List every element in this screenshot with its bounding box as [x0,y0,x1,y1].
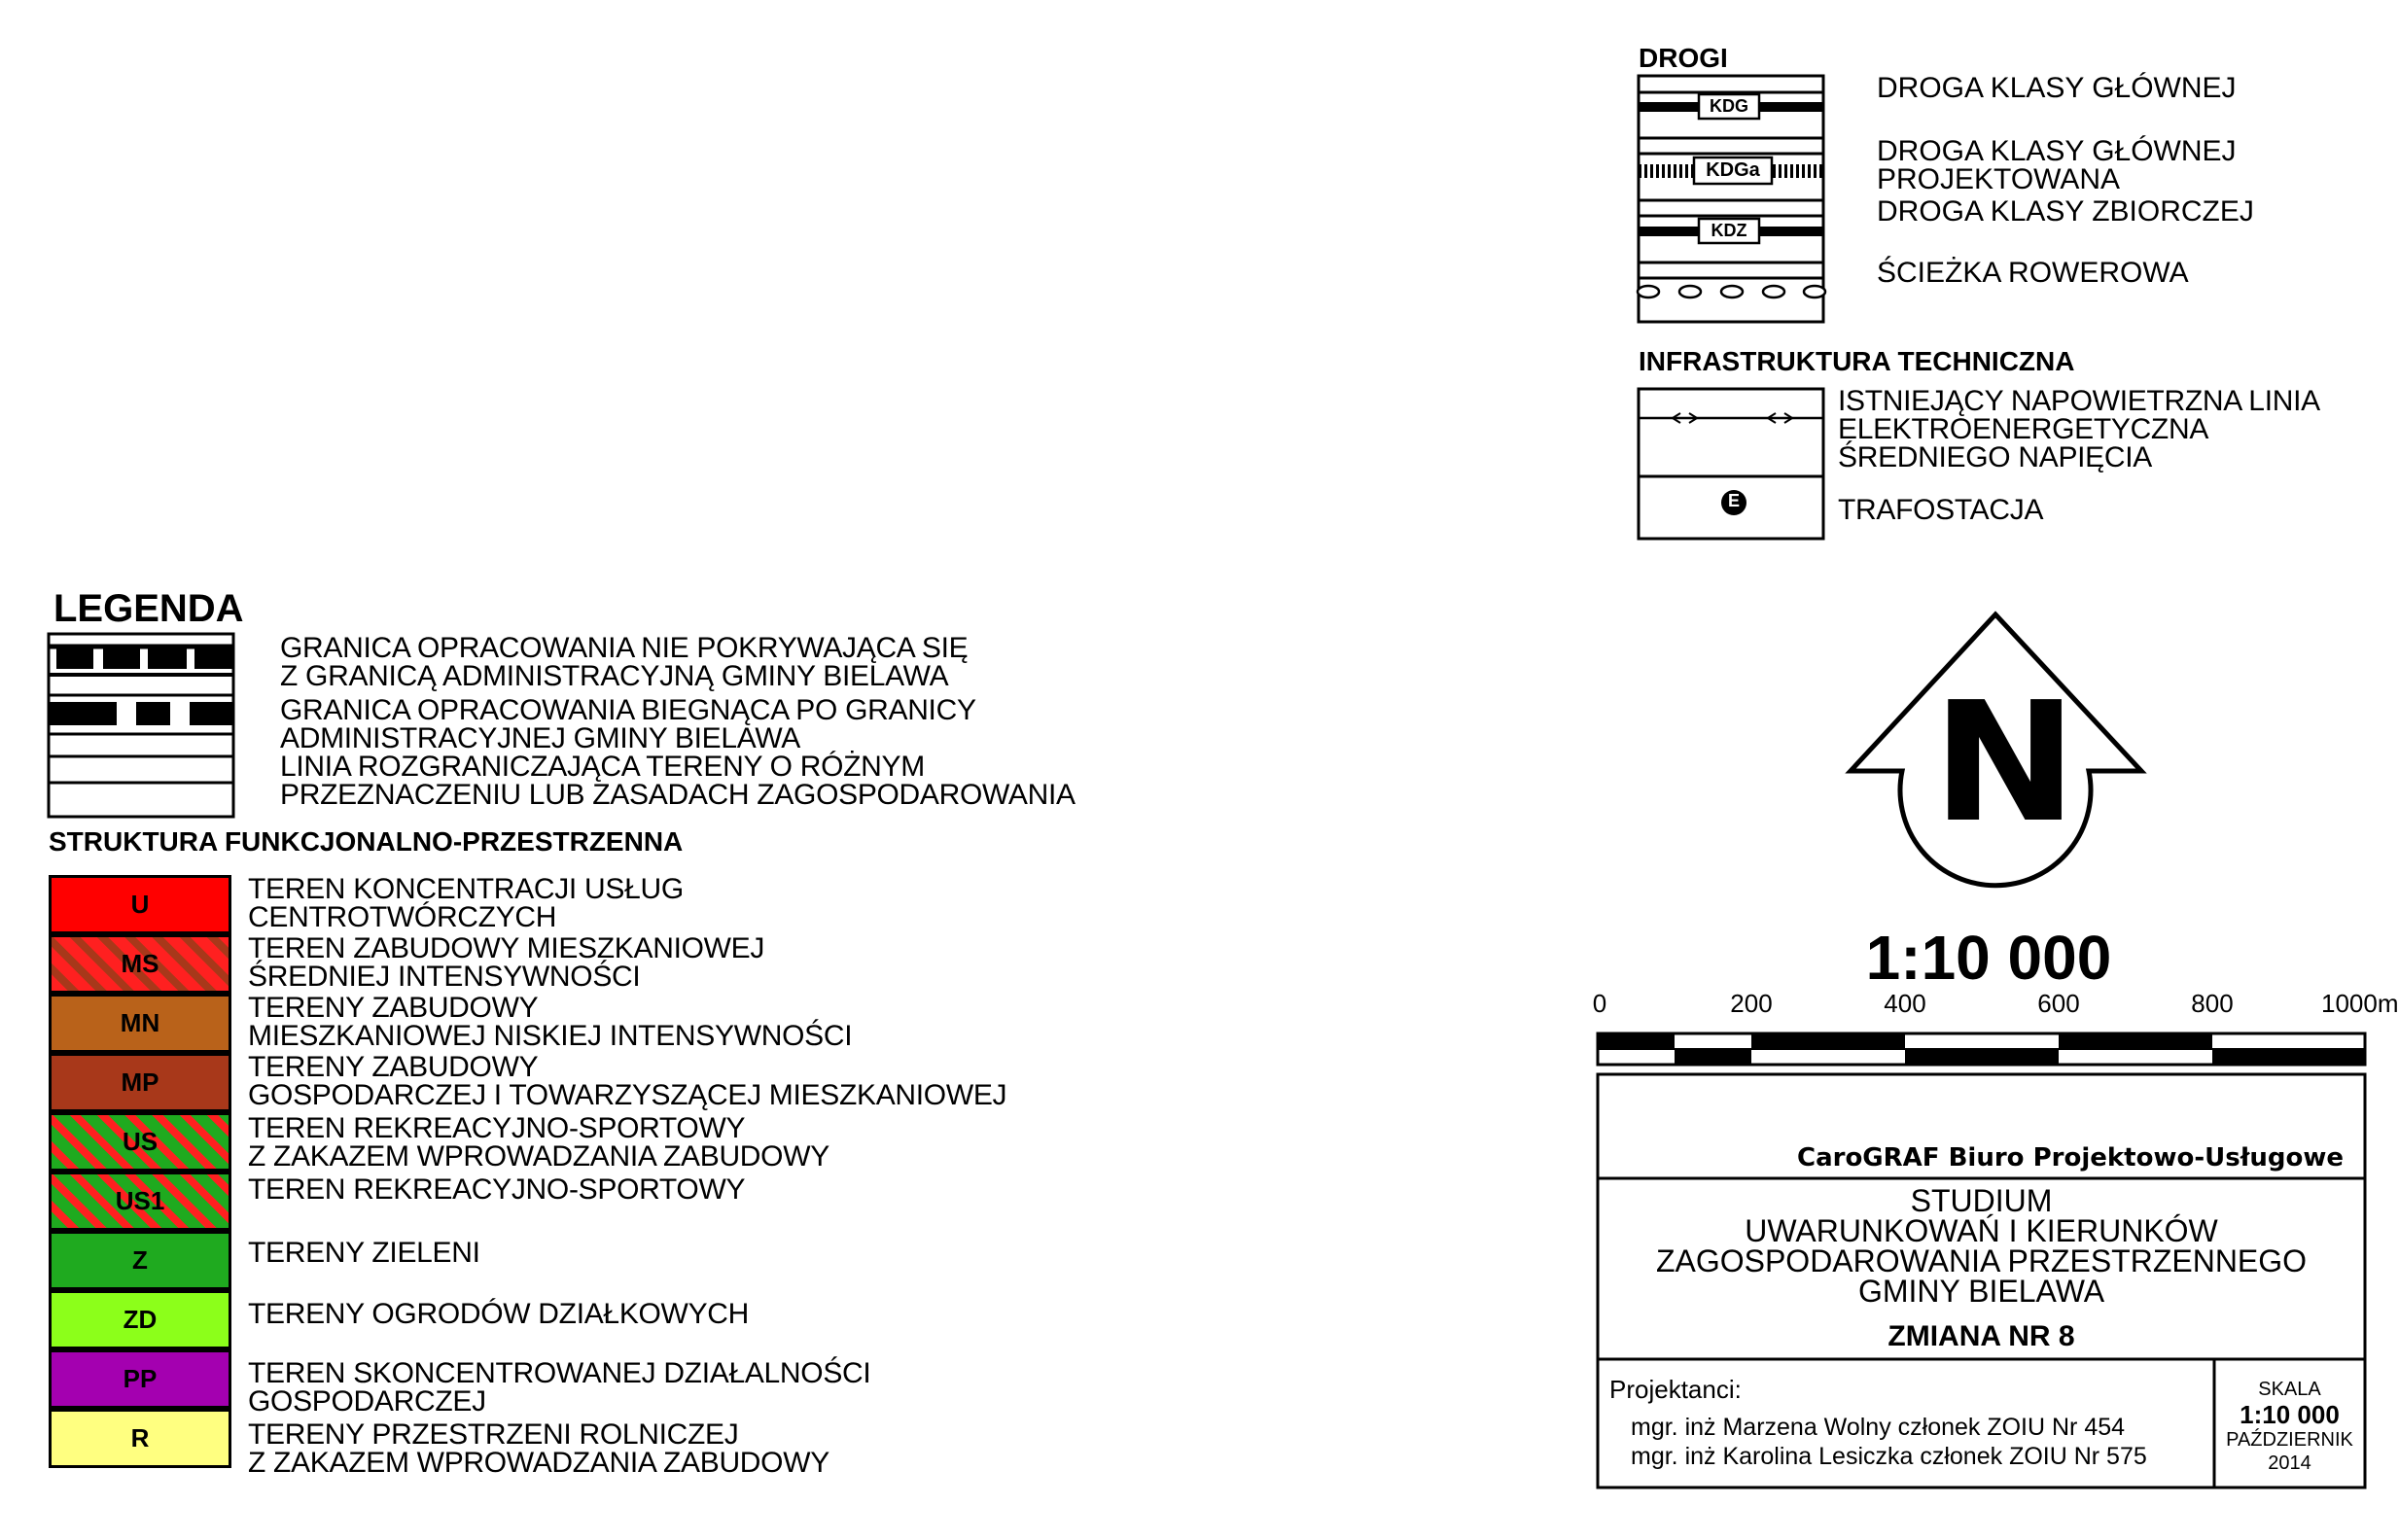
structure-label-line: GOSPODARCZEJ [248,1385,486,1418]
road-label-line: PROJEKTOWANA [1877,163,2121,195]
scale-bar [1598,1033,2365,1065]
swatch-us1 [49,1172,231,1231]
boundary-label-3-line-1: LINIA ROZGRANICZAJĄCA TERENY O RÓŻNYM [280,751,925,783]
infrastructure-label-line: ISTNIEJĄCY NAPOWIETRZNA LINIA [1838,385,2320,417]
scale-ratio: 1:10 000 [1865,923,2112,993]
transformer-icon-letter: E [1727,491,1740,510]
infrastructure-label-line: ŚREDNIEGO NAPIĘCIA [1838,441,2153,473]
legend-title: LEGENDA [53,587,244,630]
scale-tick: 800 [2191,989,2234,1018]
structure-label-line: TERENY ZIELENI [248,1237,480,1269]
study-title-line: GMINY BIELAWA [1857,1274,2105,1309]
boundary-label-3 [280,752,1076,809]
swatch-r [49,1409,231,1468]
swatch-code: ZD [123,1305,158,1334]
structure-label-line: MIESZKANIOWEJ NISKIEJ INTENSYWNOŚCI [248,1020,853,1052]
boundary-label-2-line-1: GRANICA OPRACOWANIA BIEGNĄCA PO GRANICY [280,694,976,726]
infrastructure-label-power-line [1838,387,2320,472]
boundary-label-1-line-2: Z GRANICĄ ADMINISTRACYJNĄ GMINY BIELAWA [280,660,949,692]
structure-label-u [248,875,684,931]
structure-label-mn [248,994,852,1050]
structure-label-zd [248,1300,749,1328]
swatch-code: PP [123,1364,158,1393]
road-label-kdg: DROGA KLASY GŁÓWNEJ [1877,72,2237,104]
scale-box-value: 1:10 000 [2240,1400,2340,1429]
scale-tick: 0 [1592,989,1607,1018]
scale-tick: 1000m [2321,989,2399,1018]
study-title [1598,1183,2365,1309]
scale-tick: 600 [2037,989,2080,1018]
designer-1: mgr. inż Marzena Wolny członek ZOIU Nr 454 [1631,1414,2126,1441]
road-code-kdz: KDZ [1711,221,1747,240]
structure-label-us1 [248,1175,745,1204]
structure-label-ms [248,934,764,991]
infrastructure-label-line: ELEKTROENERGETYCZNA [1838,413,2209,445]
structure-label-line: TERENY PRZESTRZENI ROLNICZEJ [248,1418,739,1451]
infrastructure-label-transformer: TRAFOSTACJA [1838,494,2044,526]
scale-box-label: SKALA [2258,1379,2321,1400]
scale-box-month: PAŹDZIERNIK [2226,1429,2353,1451]
structure-label-line: ŚREDNIEJ INTENSYWNOŚCI [248,961,641,993]
study-title-line: ZAGOSPODAROWANIA PRZESTRZENNEGO [1655,1243,2308,1278]
structure-label-line: TERENY OGRODÓW DZIAŁKOWYCH [248,1298,750,1330]
structure-label-line: TERENY ZABUDOWY [248,992,539,1024]
structure-label-line: TEREN ZABUDOWY MIESZKANIOWEJ [248,932,765,964]
structure-label-line: TERENY ZABUDOWY [248,1051,539,1083]
swatch-us [49,1112,231,1172]
structure-title: STRUKTURA FUNKCJONALNO-PRZESTRZENNA [49,826,684,857]
swatch-code: U [130,890,150,919]
swatch-pp [49,1349,231,1409]
swatch-code: MS [121,949,159,978]
north-arrow-letter: N [1931,667,2078,859]
boundary-label-3-line-2: PRZEZNACZENIU LUB ZASADACH ZAGOSPODAROWANIA [280,779,1076,811]
structure-label-line: TEREN SKONCENTROWANEJ DZIAŁALNOŚCI [248,1357,871,1389]
road-label-kdga [1877,137,2237,193]
swatch-code: MP [121,1068,159,1097]
boundary-symbols [49,634,233,817]
boundary-label-2 [280,696,976,752]
designer-2: mgr. inż Karolina Lesiczka członek ZOIU Nr 575 [1631,1443,2147,1470]
company-name: CaroGRAF Biuro Projektowo-Usługowe [1797,1143,2344,1172]
scale-box-year: 2014 [2268,1452,2311,1474]
structure-label-us [248,1114,829,1171]
swatch-ms [49,934,231,994]
swatch-code: MN [120,1008,160,1037]
boundary-label-2-line-2: ADMINISTRACYJNEJ GMINY BIELAWA [280,722,800,754]
road-label-bike: ŚCIEŻKA ROWEROWA [1877,257,2189,289]
swatch-z [49,1231,231,1290]
structure-label-mp [248,1053,1006,1109]
structure-label-line: TEREN REKREACYJNO-SPORTOWY [248,1173,746,1206]
structure-label-line: GOSPODARCZEJ I TOWARZYSZĄCEJ MIESZKANIOWEJ [248,1079,1007,1111]
road-label-line: DROGA KLASY GŁÓWNEJ [1877,135,2237,167]
swatch-mp [49,1053,231,1112]
swatch-code: Z [132,1245,148,1275]
road-code-kdg: KDG [1710,96,1748,116]
swatch-u [49,875,231,934]
study-title-line: UWARUNKOWAŃ I KIERUNKÓW [1745,1213,2218,1248]
boundary-label-1 [280,634,968,690]
swatch-code: R [130,1423,150,1452]
road-label-kdz: DROGA KLASY ZBIORCZEJ [1877,195,2254,228]
swatch-mn [49,994,231,1053]
structure-label-line: TEREN KONCENTRACJI USŁUG [248,873,684,905]
infrastructure-title: INFRASTRUKTURA TECHNICZNA [1639,346,2075,376]
swatch-code: US [122,1127,159,1156]
structure-label-line: Z ZAKAZEM WPROWADZANIA ZABUDOWY [248,1140,829,1172]
scale-tick: 200 [1730,989,1773,1018]
structure-label-z [248,1239,480,1267]
infrastructure-symbols [1639,389,1823,539]
designers-label: Projektanci: [1609,1375,1742,1404]
scale-tick: 400 [1884,989,1926,1018]
swatch-code: US1 [115,1186,165,1215]
study-title-line: STUDIUM [1910,1183,2053,1218]
structure-label-line: TEREN REKREACYJNO-SPORTOWY [248,1112,746,1144]
swatch-zd [49,1290,231,1349]
boundary-label-1-line-1: GRANICA OPRACOWANIA NIE POKRYWAJĄCA SIĘ [280,632,969,664]
road-code-kdga: KDGa [1706,159,1760,181]
change-number: ZMIANA NR 8 [1887,1320,2075,1352]
structure-label-line: Z ZAKAZEM WPROWADZANIA ZABUDOWY [248,1447,829,1479]
structure-label-line: CENTROTWÓRCZYCH [248,901,557,933]
structure-label-pp [248,1359,870,1416]
structure-label-r [248,1420,829,1477]
roads-title: DROGI [1639,43,1728,73]
